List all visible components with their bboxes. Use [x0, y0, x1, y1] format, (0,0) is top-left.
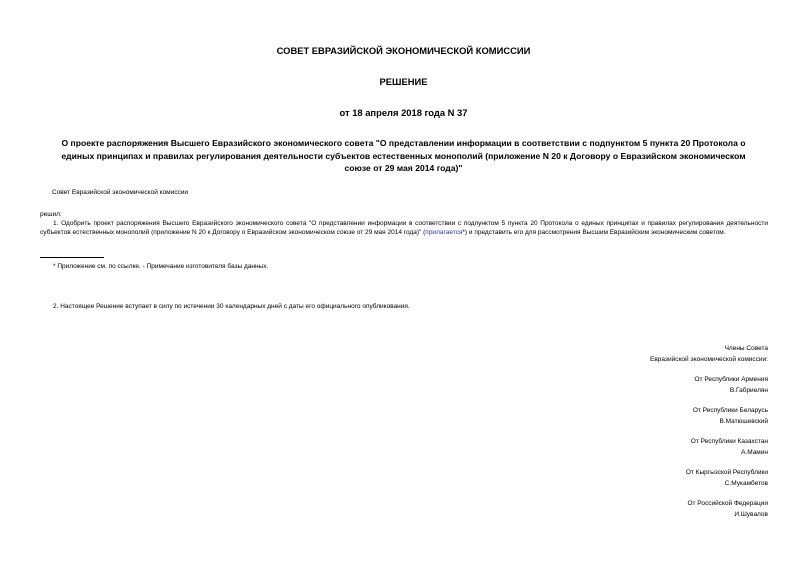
signatory-country: От Республики Беларусь [692, 407, 768, 414]
signatory-name: С.Мукамбетов [724, 480, 768, 487]
decision-item-1 [40, 219, 768, 238]
members-heading: Члены Совета [724, 345, 768, 352]
document-title [30, 137, 777, 175]
signatory-country: От Республики Казахстан [690, 438, 768, 445]
document-type-heading: РЕШЕНИЕ [379, 76, 428, 87]
signatory-name: А.Мамин [741, 449, 768, 456]
appendix-link[interactable]: прилагается [425, 229, 463, 237]
title-line: единых принципах и правилах регулирования деятельности субъектов естественных монополий (приложение N 20 к Договору о Евразийском экономическом [61, 150, 746, 161]
signatures-block [650, 343, 768, 520]
signatory-name: И.Шувалов [734, 511, 768, 518]
item-1-text-end: *) и представить его для рассмотрения Высшим Евразийским экономическим советом. [462, 229, 726, 237]
signatory-name: В.Габриелян [729, 387, 768, 394]
signatory-country: От Кыргызской Республики [685, 469, 768, 476]
decision-item-2: 2. Настоящее Решение вступает в силу по истечении 30 календарных дней с даты его официального опубликования. [53, 303, 410, 310]
title-line: О проекте распоряжения Высшего Евразийского экономического совета "О представлении информации в соответствии с подпунктом 5 пункта 20 Протокола о [61, 138, 746, 148]
signatory-name: В.Матюшевский [719, 418, 768, 425]
issuer-text: Совет Евразийской экономической комиссии [52, 189, 189, 196]
document-date-number: от 18 апреля 2018 года N 37 [339, 107, 468, 118]
members-heading: Евразийской экономической комиссии: [650, 356, 768, 363]
signatory-country: От Российской Федерации [687, 500, 768, 507]
footnote-text: * Приложение см. по ссылке. - Примечание изготовителя базы данных. [53, 263, 269, 270]
signatory-country: От Республики Армения [694, 376, 768, 383]
organization-heading: СОВЕТ ЕВРАЗИЙСКОЙ ЭКОНОМИЧЕСКОЙ КОМИССИИ [276, 45, 531, 56]
decided-text: решил: [40, 211, 62, 218]
item-1-text: 1. Одобрить проект распоряжения Высшего Евразийского экономического совета "О представлении информации в соответствии с подпунктом 5 пункта 20 Протокола о единых принципах и правилах регулирования деятельности субъектов естественных монополий (приложение N 20 к Договору о Евразийском экономическом союзе от 29 мая 2014 года)" ( [40, 220, 768, 237]
title-line: союзе от 29 мая 2014 года)" [344, 163, 463, 173]
footnote-divider [40, 257, 104, 258]
